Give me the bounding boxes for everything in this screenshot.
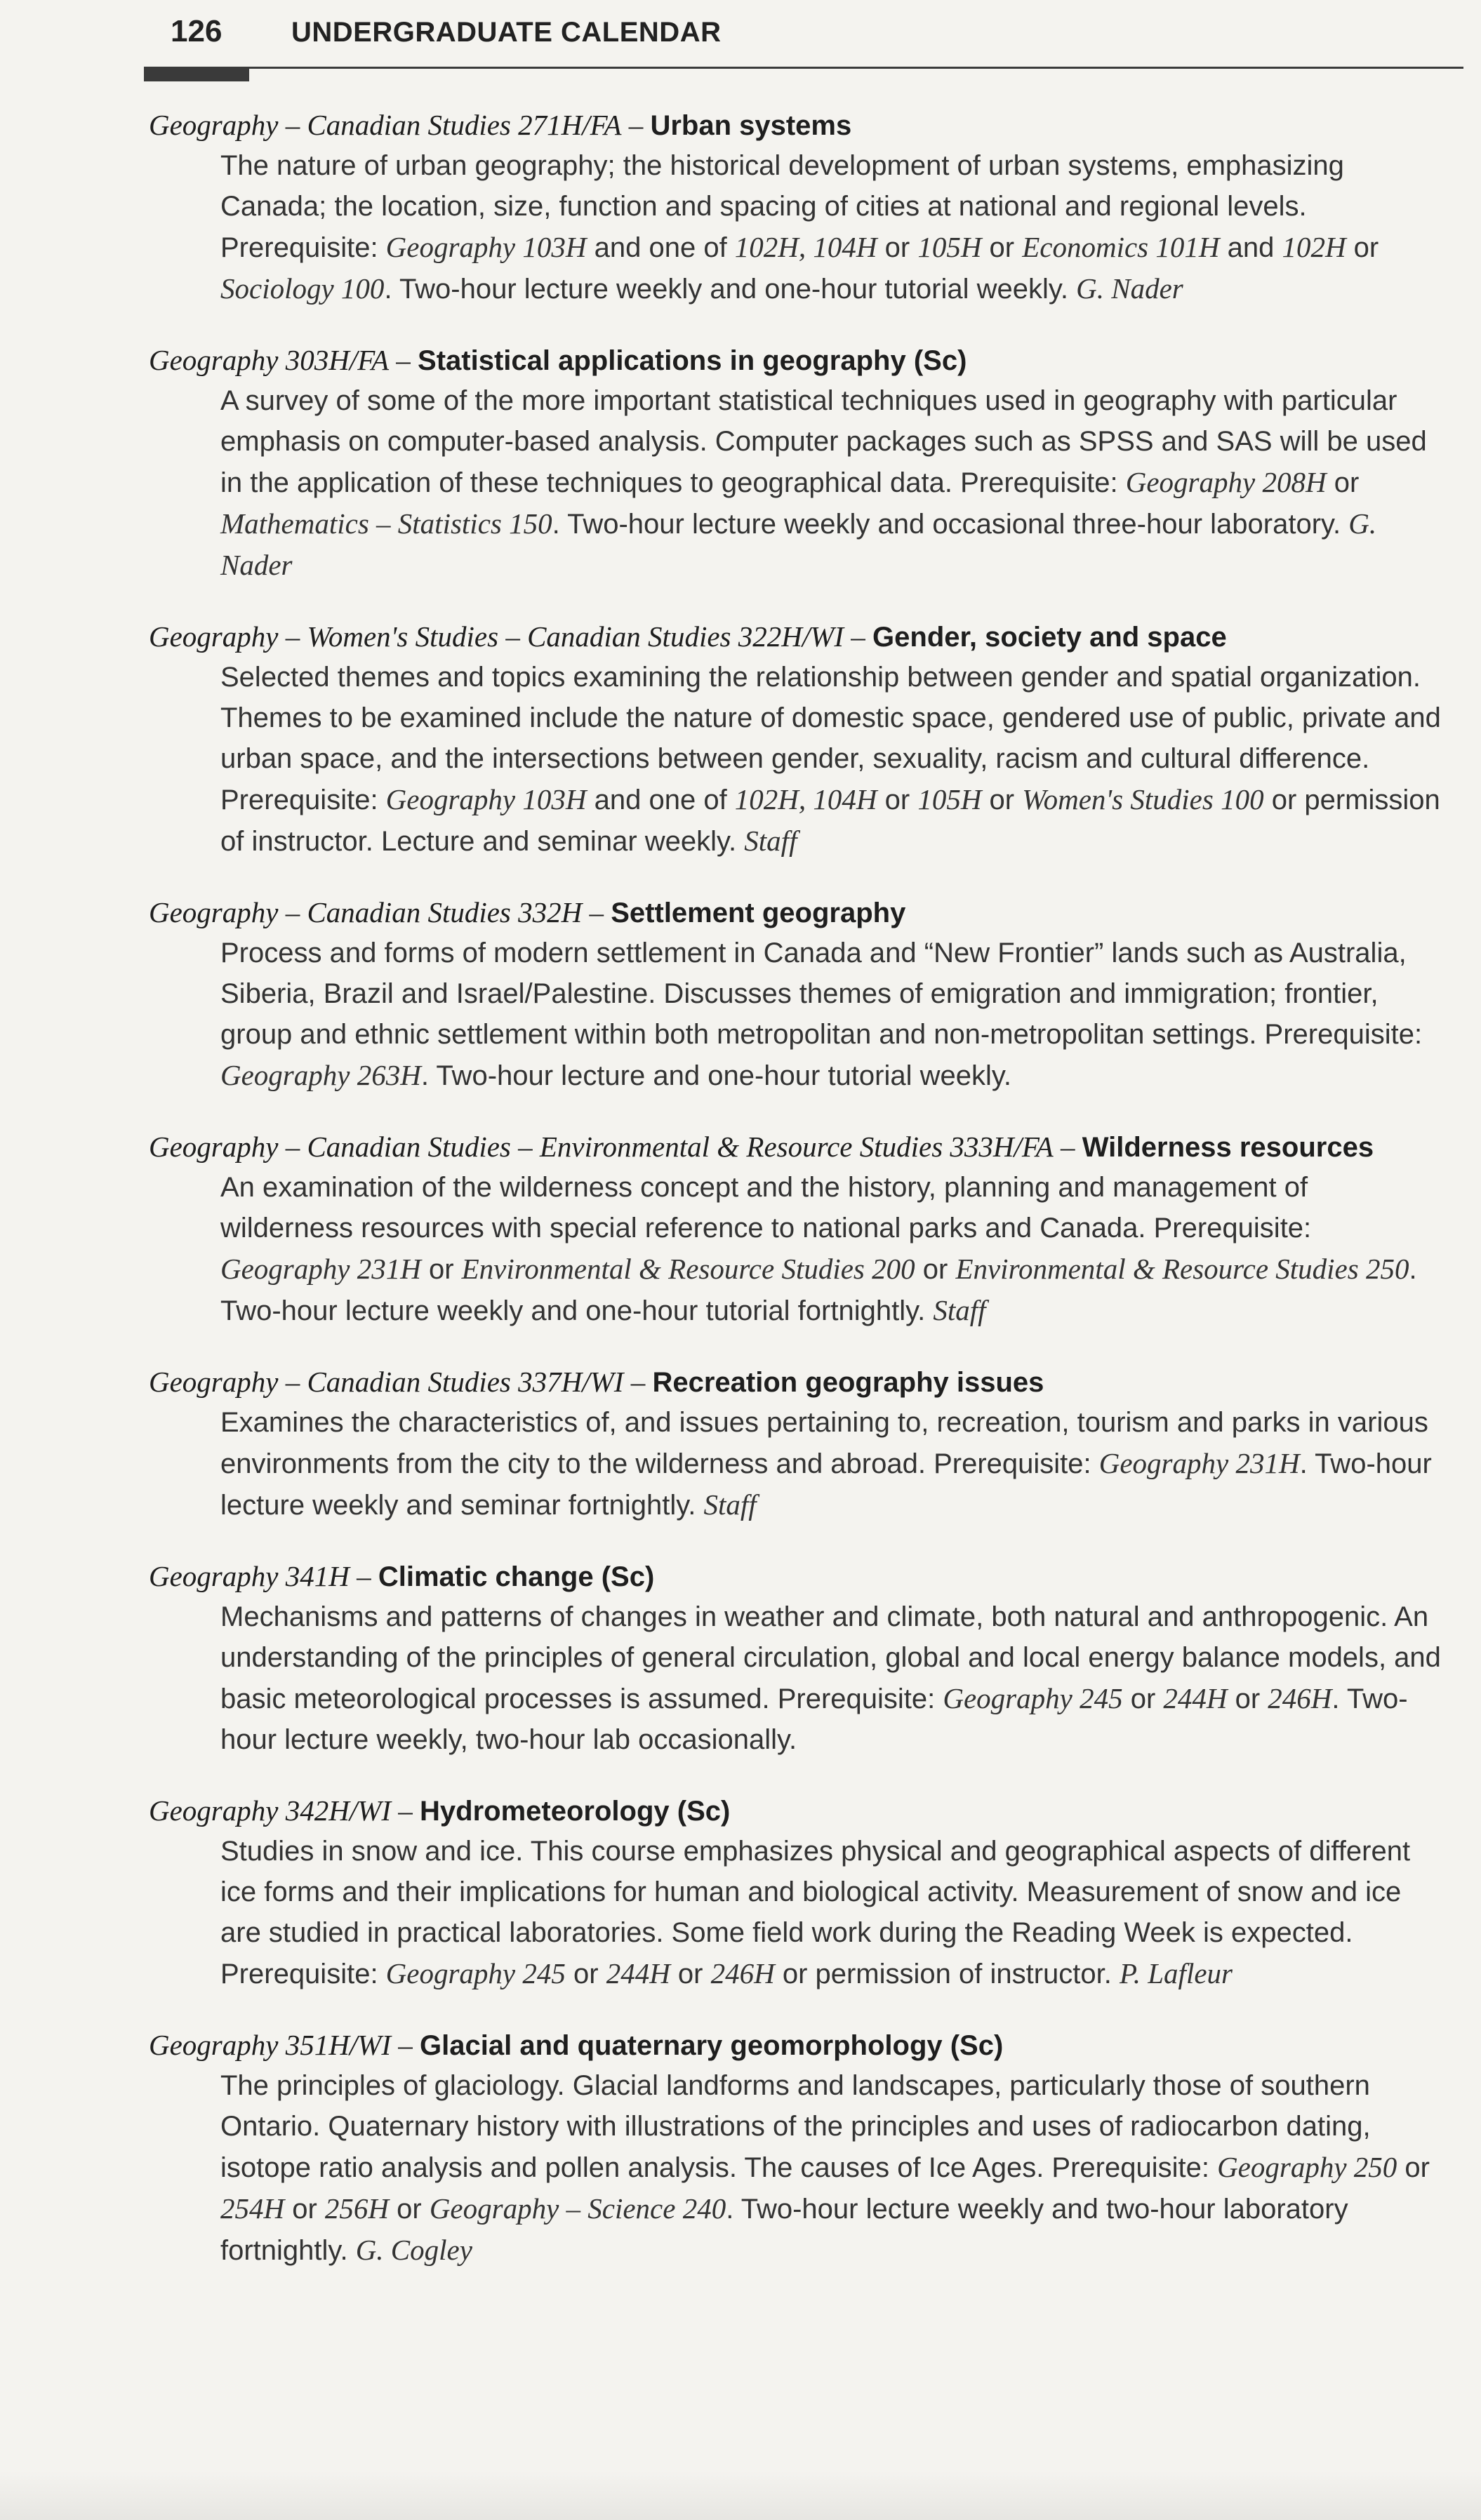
course-description xyxy=(220,145,1447,309)
heading-dash: – xyxy=(844,620,873,653)
italic-reference: 246H xyxy=(710,1957,775,1989)
heading-dash: – xyxy=(389,344,418,376)
course-entry xyxy=(149,893,1447,1096)
italic-reference: 102H, 104H xyxy=(734,783,877,815)
course-entry xyxy=(149,1556,1447,1760)
course-heading xyxy=(149,105,1447,145)
course-entry xyxy=(149,1127,1447,1331)
course-code: Geography 351H/WI xyxy=(149,2029,392,2061)
italic-reference: 105H xyxy=(917,783,982,815)
description-text: . Two-hour lecture weekly, two-hour lab occasionally. xyxy=(220,1684,1408,1755)
course-list xyxy=(149,105,1447,2302)
running-title: UNDERGRADUATE CALENDAR xyxy=(291,17,722,48)
description-text: . Two-hour lecture weekly and one-hour tutorial fortnightly. xyxy=(220,1254,1417,1326)
course-heading xyxy=(149,893,1447,933)
description-text: or xyxy=(981,785,1023,815)
description-text: or xyxy=(877,232,918,263)
course-description xyxy=(220,1402,1447,1526)
italic-reference: Geography 263H xyxy=(220,1059,421,1091)
heading-dash: – xyxy=(623,1366,653,1398)
description-text: . Two-hour lecture weekly and two-hour laboratory fortnightly. xyxy=(220,2194,1348,2266)
description-text: or xyxy=(877,785,918,815)
description-text: or xyxy=(565,1959,606,1989)
italic-reference: 244H xyxy=(606,1957,670,1989)
heading-dash: – xyxy=(1053,1131,1082,1163)
course-code: Geography – Canadian Studies – Environmental & Resource Studies 333H/FA xyxy=(149,1131,1054,1163)
course-heading xyxy=(149,1362,1447,1402)
description-text: The principles of glaciology. Glacial landforms and landscapes, particularly those of southern Ontario. Quaternary history with illustrations of the principles and uses of radiocarbon dating, isotope ratio analysis and pollen analysis. The causes of Ice Ages. Prerequisite: xyxy=(220,2070,1371,2183)
description-text: Mechanisms and patterns of changes in weather and climate, both natural and anthropogenic. An understanding of the principles of general circulation, global and local energy balance models, and basic meteorological processes is assumed. Prerequisite: xyxy=(220,1601,1441,1714)
description-text: and one of xyxy=(586,785,735,815)
description-text: or xyxy=(915,1254,956,1285)
course-description xyxy=(220,380,1447,586)
italic-reference: Mathematics – Statistics 150 xyxy=(220,507,552,540)
description-text: or xyxy=(981,232,1023,263)
description-text: or xyxy=(1346,232,1379,263)
heading-dash: – xyxy=(391,2029,420,2061)
course-heading xyxy=(149,2025,1447,2065)
italic-reference: G. Nader xyxy=(1076,272,1183,305)
course-heading xyxy=(149,617,1447,657)
course-description xyxy=(220,657,1447,862)
italic-reference: Geography 103H xyxy=(385,231,587,263)
course-code: Geography – Canadian Studies 332H xyxy=(149,896,583,928)
italic-reference: Environmental & Resource Studies 250 xyxy=(955,1253,1409,1285)
italic-reference: Environmental & Resource Studies 200 xyxy=(461,1253,915,1285)
description-text: or permission of instructor. Lecture and seminar weekly. xyxy=(220,785,1440,857)
italic-reference: Sociology 100 xyxy=(220,272,385,305)
course-description xyxy=(220,1831,1447,1994)
description-text: or xyxy=(420,1254,462,1285)
page-header xyxy=(144,7,1463,74)
course-code: Geography 341H xyxy=(149,1560,350,1592)
course-description xyxy=(220,1167,1447,1331)
description-text: or xyxy=(670,1959,711,1989)
course-code: Geography – Canadian Studies 337H/WI xyxy=(149,1366,624,1398)
heading-dash: – xyxy=(391,1794,420,1827)
heading-dash: – xyxy=(621,109,651,141)
course-title: Glacial and quaternary geomorphology (Sc) xyxy=(420,2030,1004,2061)
italic-reference: 105H xyxy=(917,231,982,263)
course-entry xyxy=(149,2025,1447,2271)
italic-reference: Staff xyxy=(933,1294,986,1326)
description-text: A survey of some of the more important statistical techniques used in geography with particular emphasis on computer-based analysis. Computer packages such as SPSS and SAS will be used in the application of these techniques to geographical data. Prerequisite: xyxy=(220,385,1427,498)
course-heading xyxy=(149,1556,1447,1596)
description-text: . Two-hour lecture weekly and seminar fortnightly. xyxy=(220,1448,1432,1521)
course-title: Statistical applications in geography (Sc) xyxy=(418,345,967,376)
heading-dash: – xyxy=(582,896,611,928)
scan-bottom-edge xyxy=(0,2471,1481,2520)
description-text: or xyxy=(1397,2152,1430,2183)
description-text: and xyxy=(1219,232,1282,263)
italic-reference: Geography 245 xyxy=(385,1957,566,1989)
italic-reference: 102H, 104H xyxy=(734,231,877,263)
description-text: Examines the characteristics of, and issues pertaining to, recreation, tourism and parks in various environments from the city to the wilderness and abroad. Prerequisite: xyxy=(220,1407,1428,1479)
italic-reference: 256H xyxy=(324,2192,390,2225)
italic-reference: Geography 103H xyxy=(385,783,587,815)
header-tab-marker xyxy=(144,69,249,81)
course-entry xyxy=(149,617,1447,862)
course-heading xyxy=(149,1791,1447,1831)
course-entry xyxy=(149,1362,1447,1526)
description-text: or xyxy=(1227,1684,1268,1714)
description-text: Process and forms of modern settlement in Canada and “New Frontier” lands such as Australia, Siberia, Brazil and Israel/Palestine. Discusses themes of emigration and immigration; frontier, group and ethnic settlement within both metropolitan and non-metropolitan settings. Prerequisite: xyxy=(220,938,1423,1050)
italic-reference: Geography 231H xyxy=(1098,1447,1300,1479)
description-text: Studies in snow and ice. This course emphasizes physical and geographical aspects of different ice forms and their implications for human and biological activity. Measurement of snow and ice are studied in practical laboratories. Some field work during the Reading Week is expected. Prerequisite: xyxy=(220,1836,1411,1989)
italic-reference: Staff xyxy=(744,825,797,857)
italic-reference: Women's Studies 100 xyxy=(1022,783,1264,815)
course-entry xyxy=(149,1791,1447,1994)
course-code: Geography 303H/FA xyxy=(149,344,390,376)
italic-reference: G. Nader xyxy=(220,507,1377,581)
course-title: Climatic change (Sc) xyxy=(378,1561,655,1592)
description-text: An examination of the wilderness concept and the history, planning and management of wilderness resources with special reference to national parks and Canada. Prerequisite: xyxy=(220,1172,1312,1244)
italic-reference: 102H xyxy=(1282,231,1346,263)
course-entry xyxy=(149,340,1447,586)
description-text: . Two-hour lecture weekly and one-hour tutorial weekly. xyxy=(384,274,1077,305)
course-code: Geography 342H/WI xyxy=(149,1794,392,1827)
description-text: . Two-hour lecture and one-hour tutorial weekly. xyxy=(420,1060,1012,1091)
header-rule xyxy=(144,67,1463,69)
description-text: or permission of instructor. xyxy=(774,1959,1120,1989)
course-title: Recreation geography issues xyxy=(652,1367,1044,1398)
description-text: and one of xyxy=(586,232,735,263)
course-title: Gender, society and space xyxy=(872,622,1227,653)
italic-reference: Geography 245 xyxy=(943,1682,1123,1714)
course-code: Geography – Women's Studies – Canadian Studies 322H/WI xyxy=(149,620,844,653)
italic-reference: Economics 101H xyxy=(1022,231,1220,263)
course-title: Wilderness resources xyxy=(1082,1132,1374,1163)
course-heading xyxy=(149,340,1447,380)
italic-reference: Geography – Science 240 xyxy=(429,2192,726,2225)
course-entry xyxy=(149,105,1447,309)
course-title: Settlement geography xyxy=(611,898,906,928)
course-description xyxy=(220,933,1447,1096)
italic-reference: P. Lafleur xyxy=(1120,1957,1233,1989)
description-text: or xyxy=(1122,1684,1164,1714)
description-text: Selected themes and topics examining the relationship between gender and spatial organization. Themes to be examined include the nature of domestic space, gendered use of public, private and urban space, and the intersections between gender, sexuality, racism and cultural difference. Prerequisite: xyxy=(220,662,1441,815)
course-description xyxy=(220,2065,1447,2271)
page-number: 126 xyxy=(171,14,223,48)
course-title: Hydrometeorology (Sc) xyxy=(420,1796,731,1827)
italic-reference: 246H xyxy=(1268,1682,1332,1714)
description-text: or xyxy=(284,2194,325,2225)
italic-reference: Staff xyxy=(703,1488,757,1521)
course-code: Geography – Canadian Studies 271H/FA xyxy=(149,109,622,141)
description-text: . Two-hour lecture weekly and occasional three-hour laboratory. xyxy=(552,509,1349,540)
heading-dash: – xyxy=(349,1560,378,1592)
italic-reference: Geography 231H xyxy=(220,1253,421,1285)
course-description xyxy=(220,1596,1447,1760)
italic-reference: Geography 250 xyxy=(1217,2151,1397,2183)
italic-reference: Geography 208H xyxy=(1125,466,1327,498)
italic-reference: 254H xyxy=(220,2192,285,2225)
description-text: The nature of urban geography; the historical development of urban systems, emphasizing Canada; the location, size, function and spacing of cities at national and regional levels. Prerequisite: xyxy=(220,150,1344,263)
italic-reference: G. Cogley xyxy=(355,2234,472,2266)
course-heading xyxy=(149,1127,1447,1167)
course-title: Urban systems xyxy=(650,110,852,141)
italic-reference: 244H xyxy=(1163,1682,1228,1714)
description-text: or xyxy=(389,2194,430,2225)
description-text: or xyxy=(1326,467,1360,498)
